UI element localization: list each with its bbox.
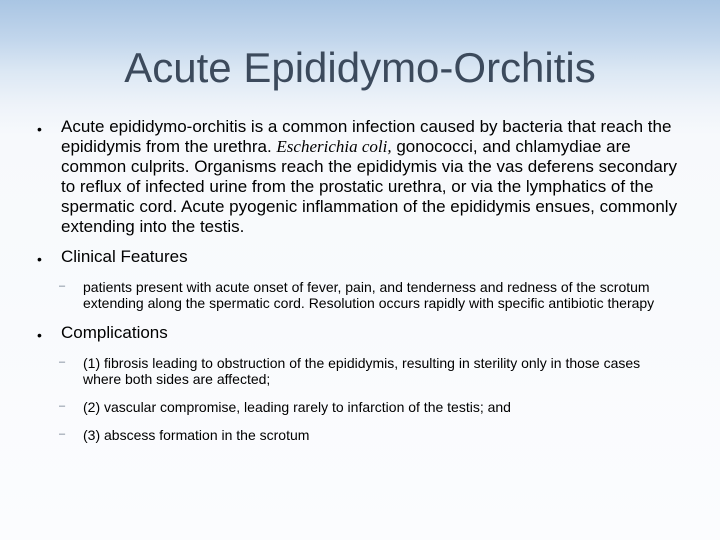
bullet-marker: •	[37, 327, 42, 343]
bullet-complications	[37, 323, 687, 343]
sub-bullet-marker: –	[59, 280, 66, 292]
sub-bullet-complication-3	[59, 427, 673, 443]
sub-bullet-complication-1	[59, 355, 673, 387]
bullet-marker: •	[37, 251, 42, 267]
bullet-intro	[37, 117, 687, 237]
sub-bullet-marker: –	[59, 356, 66, 368]
clinical-item-text: patients present with acute onset of fever, pain, and tenderness and redness of the scrotum extending along the spermatic cord. Resolution occurs rapidly with specific antibiotic therapy	[83, 279, 655, 311]
sub-bullet-complication-2	[59, 399, 673, 415]
complication-item-text: (1) fibrosis leading to obstruction of the epididymis, resulting in sterility only in those cases where both sides are affected;	[83, 355, 641, 387]
complication-item-text: (2) vascular compromise, leading rarely to infarction of the testis; and	[83, 399, 511, 415]
sub-bullet-marker: –	[59, 400, 66, 412]
clinical-heading: Clinical Features	[61, 247, 188, 266]
slide-content	[37, 117, 687, 455]
bullet-marker: •	[37, 121, 42, 137]
slide-title: Acute Epididymo-Orchitis	[124, 44, 596, 91]
sub-bullet-clinical-1	[59, 279, 673, 311]
sub-bullet-marker: –	[59, 428, 66, 440]
bullet-clinical-features	[37, 247, 687, 267]
complications-heading: Complications	[61, 323, 168, 342]
intro-text-after: gonococci, and chlamydiae are common culprits. Organisms reach the epididymis via the vas deferens secondary to reflux of infected urine from the prostatic urethra, or via the lymphatics of the spermatic cord. Acute pyogenic inflammation of the epididymis ensues, commonly extending into the testis.	[61, 137, 678, 236]
intro-italic-term: Escherichia coli,	[276, 137, 392, 156]
complication-item-text: (3) abscess formation in the scrotum	[83, 427, 310, 443]
intro-text-before: Acute epididymo-orchitis is a common infection caused by bacteria that reach the epididymis from the urethra.	[61, 117, 672, 156]
